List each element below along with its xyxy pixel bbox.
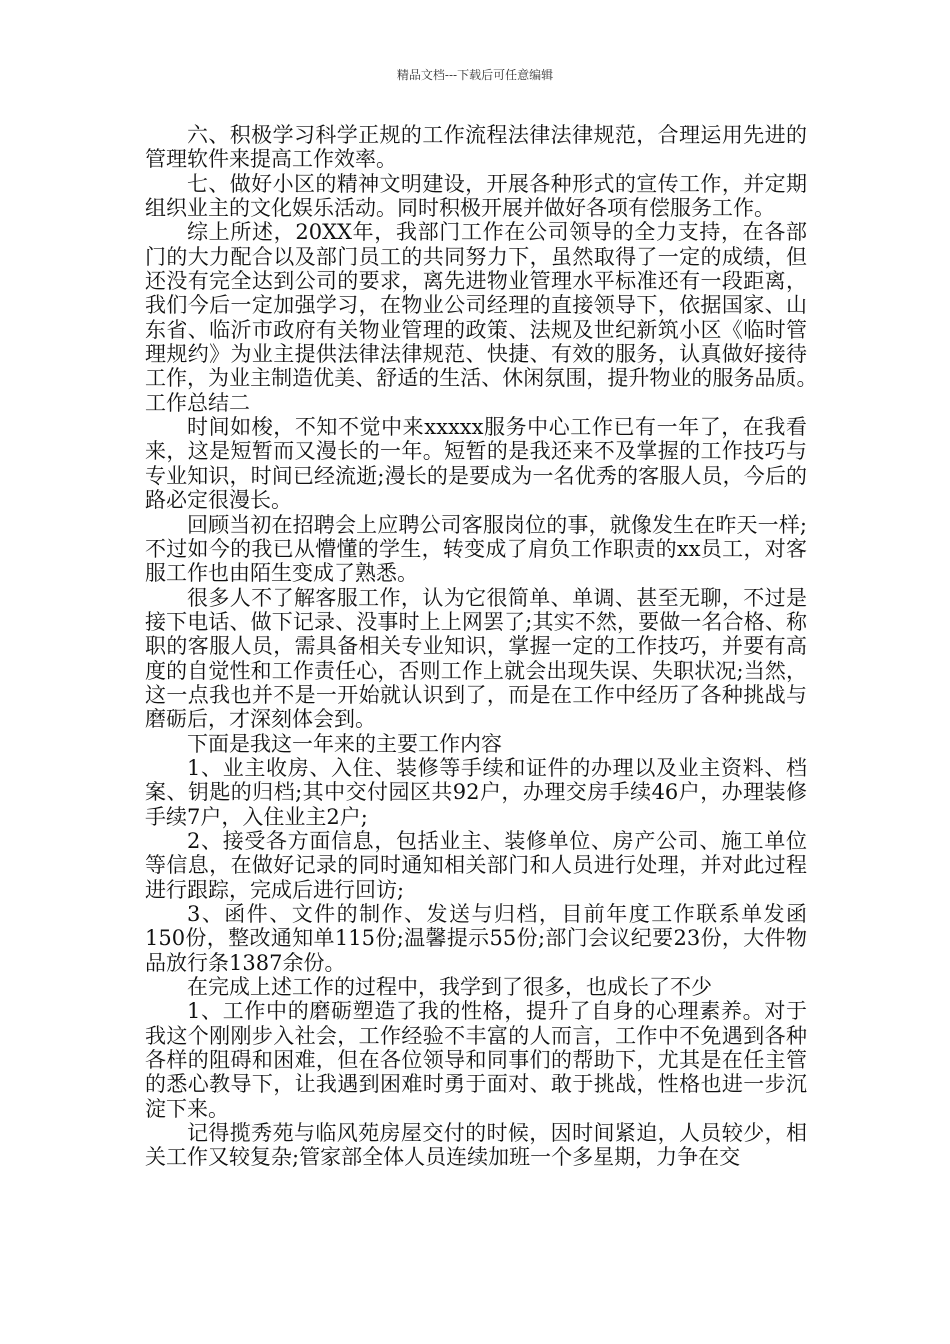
paragraph: 3、函件、文件的制作、发送与归档，目前年度工作联系单发函150份，整改通知单115份;温馨提示55份;部门会议纪要23份，大件物品放行条1387余份。 — [145, 902, 807, 975]
document-body — [145, 123, 849, 1170]
paragraph: 时间如梭，不知不觉中来xxxxx服务中心工作已有一年了，在我看来，这是短暂而又漫长的一年。短暂的是我还来不及掌握的工作技巧与专业知识，时间已经流逝;漫长的是要成为一名优秀的客服人员，今后的路必定很漫长。 — [145, 415, 807, 513]
paragraph: 七、做好小区的精神文明建设，开展各种形式的宣传工作，并定期组织业主的文化娱乐活动。同时积极开展并做好各项有偿服务工作。 — [145, 171, 807, 221]
paragraph: 下面是我这一年来的主要工作内容 — [187, 731, 502, 756]
paragraph: 2、接受各方面信息，包括业主、装修单位、房产公司、施工单位等信息，在做好记录的同时通知相关部门和人员进行处理，并对此过程进行跟踪，完成后进行回访; — [145, 828, 807, 902]
paragraph: 六、积极学习科学正规的工作流程法律法律规范，合理运用先进的管理软件来提高工作效率。 — [145, 123, 807, 172]
paragraph: 1、工作中的磨砺塑造了我的性格，提升了自身的心理素养。对于我这个刚刚步入社会，工作经验不丰富的人而言，工作中不免遇到各种各样的阻碍和困难，但在各位领导和同事们的帮助下，尤其是在任主管的悉心教导下，让我遇到困难时勇于面对、敢于挑战，性格也进一步沉淀下来。 — [145, 999, 807, 1121]
paragraph: 1、业主收房、入住、装修等手续和证件的办理以及业主资料、档案、钥匙的归档;其中交付园区共92户，办理交房手续46户，办理装修手续7户，入住业主2户; — [145, 755, 807, 829]
paragraph: 回顾当初在招聘会上应聘公司客服岗位的事，就像发生在昨天一样;不过如今的我已从懵懂的学生，转变成了肩负工作职责的xx员工，对客服工作也由陌生变成了熟悉。 — [145, 512, 807, 586]
paragraph: 在完成上述工作的过程中，我学到了很多，也成长了不少 — [187, 975, 712, 1000]
paragraph: 综上所述，20XX年，我部门工作在公司领导的全力支持，在各部门的大力配合以及部门员工的共同努力下，虽然取得了一定的成绩，但还没有完全达到公司的要求，离先进物业管理水平标准还有一段距离，我们今后一定加强学习，在物业公司经理的直接领导下，依据国家、山东省、临沂市政府有关物业管理的政策、法规及世纪新筑小区《临时管理规约》为业主提供法律法律规范、快捷、有效的服务，认真做好接待工作，为业主制造优美、舒适的生活、休闲氛围，提升物业的服务品质。 工作总结二 — [145, 220, 849, 415]
paragraph: 记得揽秀苑与临风苑房屋交付的时候，因时间紧迫，人员较少，相关工作又较复杂;管家部全体人员连续加班一个多星期，力争在交 — [145, 1121, 807, 1170]
paragraph: 很多人不了解客服工作，认为它很简单、单调、甚至无聊，不过是接下电话、做下记录、没事时上上网罢了;其实不然，要做一名合格、称职的客服人员，需具备相关专业知识，掌握一定的工作技巧，并要有高度的自觉性和工作责任心，否则工作上就会出现失误、失职状况;当然，这一点我也并不是一开始就认识到了，而是在工作中经历了各种挑战与磨砺后，才深刻体会到。 — [145, 585, 807, 732]
page-header: 精品文档---下载后可任意编辑 — [396, 68, 554, 82]
